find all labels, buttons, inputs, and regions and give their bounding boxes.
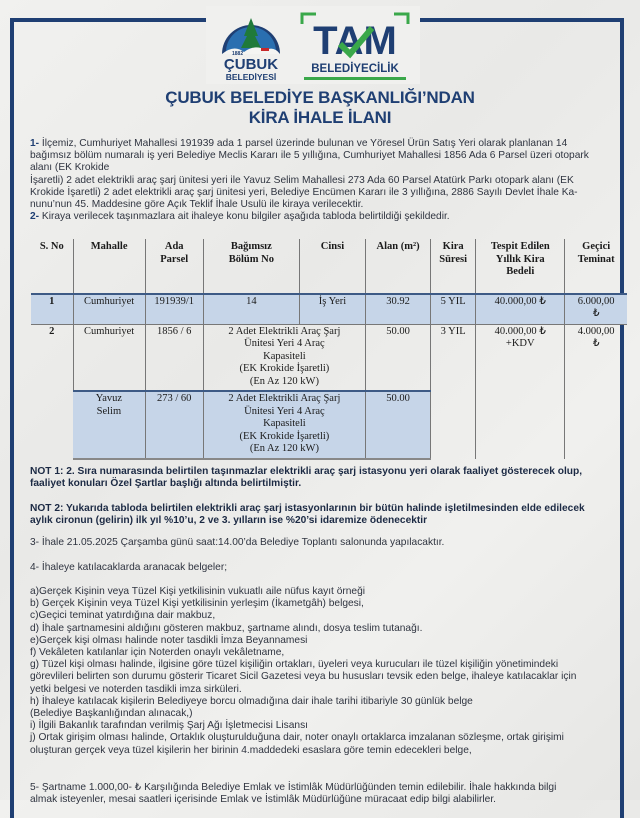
header-kira-bedeli: Tespit Edilen Yıllık Kira Bedeli (476, 239, 565, 294)
title-line-1: ÇUBUK BELEDİYE BAŞKANLIĞI’NDAN (165, 88, 475, 107)
header-kira-suresi: Kira Süresi (431, 239, 476, 294)
doc-item-f: f) Vekâleten katılanlar için Noterden onaylı vekâletname, (30, 647, 285, 659)
note-2 (30, 503, 620, 527)
doc-item-g-cont: yetki belgesi ve noterden tasdikli imza sirküleri. (30, 683, 242, 695)
item-5-line: 5- Şartname 1.000,00- ₺ Karşılığında Belediye Emlak ve İstimlâk Müdürlüğünden temin edilebilir. İhale hakkında bilgi (30, 782, 557, 793)
svg-text:BELEDİYECİLİK: BELEDİYECİLİK (311, 63, 399, 75)
doc-item-b: b) Gerçek Kişinin veya Tüzel Kişi yetkilisinin yerleşim (İkametgâh) belgesi, (30, 598, 364, 610)
cell-sno: 1 (31, 294, 73, 325)
doc-item-e: e)Gerçek kişi olması halinde noter tasdikli İmza Beyannamesi (30, 634, 308, 646)
svg-text:BELEDİYESİ: BELEDİYESİ (225, 72, 277, 82)
doc-item-c: c)Geçici teminat yatırdığına dair makbuz, (30, 610, 216, 622)
header-gecici-teminat: Geçici Teminat (565, 239, 627, 294)
item-3: 3- İhale 21.05.2025 Çarşamba günü saat:14.00’da Belediye Toplantı salonunda yapılacaktır. (30, 537, 445, 548)
item-5 (30, 782, 622, 806)
tam-belediyecilik-logo (298, 10, 412, 84)
cell-alan: 50.00 (366, 324, 431, 391)
intro-line-3: alanı (EK Krokide (30, 162, 110, 174)
cell-bedel: 40.000,00 ₺ +KDV (476, 324, 565, 459)
cell-teminat: 6.000,00 ₺ (565, 294, 627, 325)
item-5-line: almak isteyenler, mesai saatleri içerisinde Emlak ve İstimlâk Müdürlüğüne müracaat edip bilgi alabilirler. (30, 794, 496, 806)
cell-cinsi: 2 Adet Elektrikli Araç Şarj Ünitesi Yeri 4 Araç Kapasiteli (EK Krokide İşaretli) (En Az 120 kW) (203, 324, 365, 391)
header-bolum-no: Bağımsız Bölüm No (203, 239, 299, 294)
cell-teminat: 4.000,00 ₺ (565, 324, 627, 459)
header-alan: Alan (m²) (366, 239, 431, 294)
header-ada-parsel: Ada Parsel (145, 239, 203, 294)
item-number: 1- (30, 138, 40, 149)
header-cinsi: Cinsi (299, 239, 365, 294)
doc-item-g: g) Tüzel kişi olması halinde, ilgisine göre tüzel kişiliğin ortakları, üyeleri veya kurucuları ile tüzel kişiliğin yönetimindeki (30, 659, 559, 671)
cell-ada: 191939/1 (145, 294, 203, 325)
intro-paragraphs (30, 138, 618, 223)
intro-line-4: İşaretli) 2 adet elektrikli araç şarj ünitesi yeri ile Yavuz Selim Mahallesi 273 Ada 60 Parsel Atatürk Parkı otopark alanı (EK (30, 174, 574, 186)
svg-text:1882: 1882 (232, 51, 244, 57)
doc-item-j-cont: oluşturan gerçek veya tüzel kişilerin her birinin 4.maddedeki esaslara göre temin edecekleri belge, (30, 744, 472, 756)
doc-item-a: a)Gerçek Kişinin veya Tüzel Kişi yetkilisinin vukuatlı aile nüfus kayıt örneği (30, 586, 366, 597)
table-header-row (31, 239, 627, 294)
item-4: 4- İhaleye katılacaklarda aranacak belgeler; (30, 562, 228, 573)
intro-line-1 (30, 138, 618, 150)
header-sno: S. No (39, 241, 64, 252)
intro-line-2: bağımsız bölüm numaralı iş yeri Belediye Meclis Kararı ile 5 yıllığına, Cumhuriyet Mahallesi 1856 Ada 6 Parsel üzeri otopark (30, 150, 589, 162)
intro-line-6: nunu’nun 45. Maddesine göre Açık Teklif İhale Usulü ile kiraya verilecektir. (30, 199, 364, 211)
intro-line-5: Krokide İşaretli) 2 adet elektrikli araç şarj ünitesi yeri, Belediye Encümen Kararı ile 3 yıllığına, 2886 Sayılı Devlet İhale Ka- (30, 186, 578, 198)
cell-alan: 30.92 (366, 294, 431, 325)
cell-sure: 3 YIL (431, 324, 476, 459)
cell-mahalle: Cumhuriyet (73, 294, 145, 325)
title-line-2: KİRA İHALE İLANI (248, 108, 392, 127)
note-2-line: aylık cironun (gelirin) ilk yıl %10’u, 2 ve 3. yılların ise %20’si idaremize ödenecektir (30, 515, 428, 527)
svg-text:TAM: TAM (313, 19, 397, 63)
document-list (30, 586, 622, 757)
cubuk-belediyesi-logo (214, 8, 288, 84)
cell-alan: 50.00 (366, 391, 431, 459)
doc-item-g-cont: görevlileri belirten son durumu gösterir Ticaret Sicil Gazetesi veya bu hususları tevsik eden belge, ihaleye katılacaklar için (30, 671, 577, 683)
logo-header (0, 0, 640, 86)
cell-mahalle: Cumhuriyet (73, 324, 145, 391)
cell-sno: 2 (31, 324, 73, 459)
item-number: 2- (30, 211, 40, 223)
doc-item-h: h) İhaleye katılacak kişilerin Belediyeye borcu olmadığına dair ihale tarihi itibariyle 30 günlük belge (30, 695, 473, 707)
rental-table (31, 239, 627, 460)
table-row (31, 294, 627, 325)
intro-text: İlçemiz, Cumhuriyet Mahallesi 191939 ada 1 parsel üzerinde bulunan ve Yöresel Ürün Satış Yeri olarak planlanan 14 (41, 138, 568, 149)
doc-item-d: d) İhale şartnamesini aldığını gösteren makbuz, şartname alındı, dosya teslim tutanağı. (30, 622, 423, 634)
cell-sure: 5 YIL (431, 294, 476, 325)
cell-bolum: 14 (203, 294, 299, 325)
cell-bedel: 40.000,00 ₺ (476, 294, 565, 325)
note-1 (30, 466, 620, 490)
page-title (0, 88, 640, 128)
cell-ada: 1856 / 6 (145, 324, 203, 391)
note-2-line: NOT 2: Yukarıda tabloda belirtilen elektrikli araç şarj istasyonlarının bir bütün halinde işletilmesinden elde edilecek (30, 503, 585, 514)
intro-line-7 (30, 211, 618, 223)
cell-cinsi: 2 Adet Elektrikli Araç Şarj Ünitesi Yeri 4 Araç Kapasiteli (EK Krokide İşaretli) (En Az 120 kW) (203, 391, 365, 459)
header-mahalle: Mahalle (73, 239, 145, 294)
doc-item-h-cont: (Belediye Başkanlığından alınacak,) (30, 708, 193, 720)
cell-cinsi: İş Yeri (299, 294, 365, 325)
note-1-line: NOT 1: 2. Sıra numarasında belirtilen taşınmazlar elektrikli araç şarj istasyonu yeri olarak faaliyet gösterecek olup, (30, 466, 583, 477)
note-1-line: faaliyet konuları Özel Şartlar başlığı altında belirtilmiştir. (30, 478, 302, 490)
table-row (31, 324, 627, 391)
cell-mahalle: Yavuz Selim (73, 391, 145, 459)
doc-item-i: i) İlgili Bakanlık tarafından verilmiş Şarj Ağı İşletmecisi Lisansı (30, 720, 308, 732)
intro-text: Kiraya verilecek taşınmazlara ait ihaleye konu bilgiler aşağıda tabloda belirtildiği şekildedir. (41, 211, 450, 223)
svg-text:ÇUBUK: ÇUBUK (223, 56, 279, 73)
cell-ada: 273 / 60 (145, 391, 203, 459)
doc-item-j: j) Ortak girişim olması halinde, Ortaklık oluşturulduğuna dair, noter onaylı ortaklarca imzalanan sözleşme, ortak girişimi (30, 732, 564, 744)
